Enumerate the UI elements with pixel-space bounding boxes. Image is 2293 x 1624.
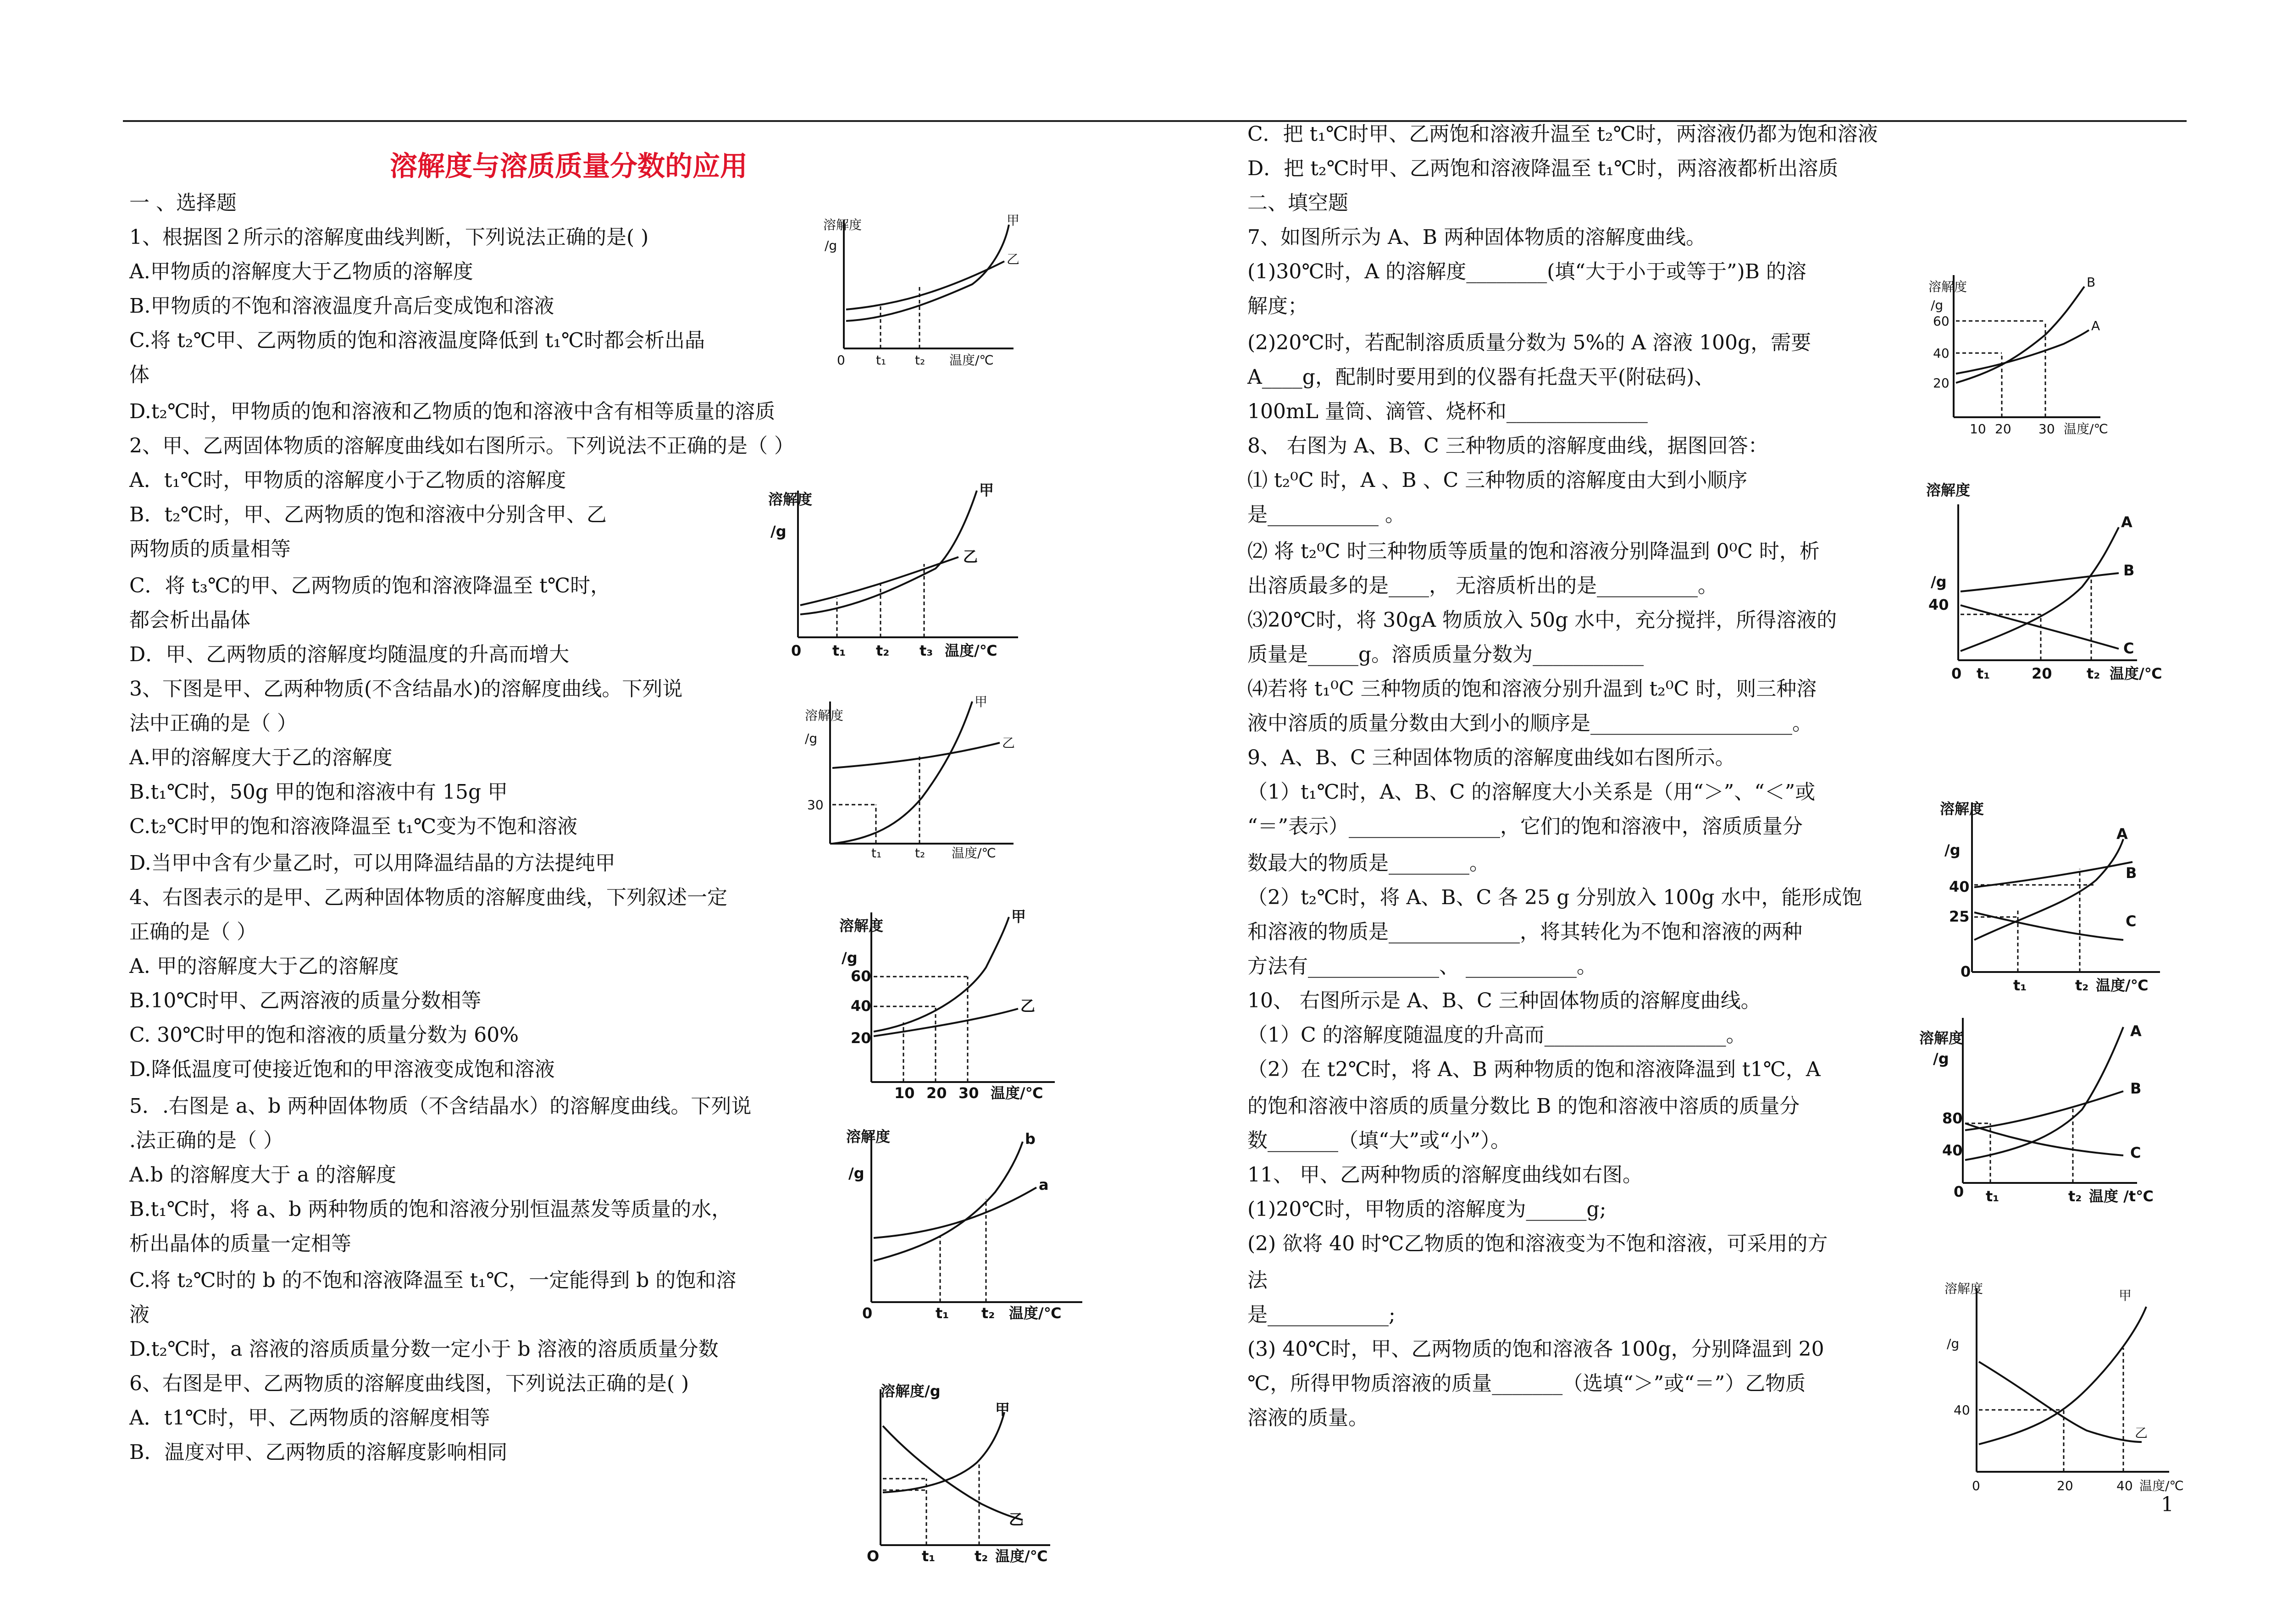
fig8-series-B: B [2123,562,2135,579]
page-number: 1 [2161,1493,2174,1516]
fig7-ylabel: 溶解度 [1928,279,1967,294]
left-line: 正确的是（ ） [129,920,257,944]
fig4-x-30: 30 [958,1084,979,1102]
fig7-series-A: A [2091,318,2100,333]
fig2-origin: 0 [791,642,802,659]
fig6-t1: t₁ [922,1547,936,1565]
fig8-series-C: C [2123,640,2134,657]
right-line: 8、 右图为 A、B、C 三种物质的溶解度曲线，据图回答： [1247,434,1768,458]
left-line: B.t₁℃时，将 a、b 两种物质的饱和溶液分别恒温蒸发等质量的水， [129,1198,732,1221]
fig11-series-yi: 乙 [2135,1425,2148,1441]
fig6-xlabel: 温度/℃ [995,1547,1048,1565]
fig1-t2: t₂ [915,353,925,368]
left-line: C．将 t₃℃的甲、乙两物质的饱和溶液降温至 t℃时， [129,574,611,597]
fig3-yunit: /g [805,731,818,746]
fig2-t2: t₂ [876,642,890,659]
left-line: B.甲物质的不饱和溶液温度升高后变成饱和溶液 [129,294,554,318]
fig11-series-jia: 甲 [2119,1288,2132,1303]
fig10-ylabel: 溶解度 [1919,1029,1964,1047]
fig1-series-yi: 乙 [1007,252,1020,267]
right-line: 11、 甲、乙两种物质的溶解度曲线如右图。 [1247,1163,1643,1187]
fig2-xlabel: 温度/℃ [945,642,997,659]
fig6-t2: t₂ [975,1547,988,1565]
fig11-x-20: 20 [2057,1478,2073,1493]
fig4-series-jia: 甲 [1011,908,1026,925]
fig11-tick-40: 40 [1954,1403,1970,1418]
right-line: ⑵ 将 t₂⁰C 时三种物质等质量的饱和溶液分别降温到 0⁰C 时，析 [1247,540,1820,563]
right-line: 溶液的质量。 [1247,1406,1368,1430]
right-line: (1)20℃时，甲物质的溶解度为______g; [1247,1198,1606,1221]
fig4-yunit: /g [842,949,858,967]
fig4-tick-60: 60 [851,967,871,985]
fig3-tick-30: 30 [807,797,824,812]
fig4-x-20: 20 [926,1084,947,1102]
fig5-series-a: a [1039,1176,1049,1193]
fig5-yunit: /g [848,1165,864,1182]
right-line: 是____________; [1247,1303,1396,1326]
left-line: A.甲物质的溶解度大于乙物质的溶解度 [129,260,473,283]
fig9-series-A: A [2116,825,2128,843]
left-line: D.t₂℃时，甲物质的饱和溶液和乙物质的饱和溶液中含有相等质量的溶质 [129,400,775,423]
fig4-tick-20: 20 [851,1029,871,1047]
left-line: 两物质的质量相等 [129,537,291,561]
fig9-xlabel: 温度/℃ [2096,977,2149,994]
right-line: 二、填空题 [1247,191,1348,215]
fig3-t2: t₂ [915,845,925,861]
right-line: 解度； [1247,294,1308,318]
left-line: 液 [129,1303,150,1326]
fig4-x-10: 10 [894,1084,915,1102]
fig5-t2: t₂ [981,1304,995,1322]
figure-q2 [761,481,1036,667]
fig2-yunit: /g [770,523,786,540]
fig10-series-B: B [2130,1080,2142,1097]
left-line: A.b 的溶解度大于 a 的溶解度 [129,1163,397,1187]
left-line: D.当甲中含有少量乙时，可以用降温结晶的方法提纯甲 [129,851,615,875]
fig2-t3: t₃ [919,642,933,659]
right-line: 10、 右图所示是 A、B、C 三种固体物质的溶解度曲线。 [1247,989,1761,1012]
fig8-tick-40: 40 [1928,596,1949,613]
right-line: 质量是_____g。溶质质量分数为___________ [1247,643,1644,666]
fig6-ylabel: 溶解度/g [881,1382,941,1400]
right-line: (2)20℃时，若配制溶质质量分数为 5%的 A 溶液 100g，需要 [1247,331,1811,354]
right-line: 的饱和溶液中溶质的质量分数比 B 的饱和溶液中溶质的质量分 [1247,1094,1800,1118]
left-line: C.t₂℃时甲的饱和溶液降温至 t₁℃变为不饱和溶液 [129,815,578,838]
right-line: 100mL 量筒、滴管、烧杯和______________ [1247,400,1648,423]
figure-q11 [1940,1279,2188,1497]
right-line: ⑷若将 t₁⁰C 三种物质的饱和溶液分别升温到 t₂⁰C 时，则三种溶 [1247,677,1817,701]
figure-q7 [1926,266,2155,451]
figure-q3 [798,692,1027,868]
left-line: B．t₂℃时，甲、乙两物质的饱和溶液中分别含甲、乙 [129,503,607,526]
left-line: 3、下图是甲、乙两种物质(不含结晶水)的溶解度曲线。下列说 [129,677,683,701]
fig8-yunit: /g [1931,573,1947,591]
right-line: D．把 t₂℃时甲、乙两饱和溶液降温至 t₁℃时，两溶液都析出溶质 [1247,157,1839,180]
fig3-ylabel: 溶解度 [805,708,844,723]
figure-q1 [821,211,1023,378]
fig9-series-C: C [2126,912,2137,930]
fig10-xlabel: 温度 /t℃ [2089,1188,2154,1205]
right-line: A____g，配制时要用到的仪器有托盘天平(附砝码)、 [1247,365,1715,389]
fig9-tick-40: 40 [1949,878,1970,895]
left-line: A．t1℃时，甲、乙两物质的溶解度相等 [129,1406,490,1430]
left-line: 2、甲、乙两固体物质的溶解度曲线如右图所示。下列说法不正确的是（ ） [129,434,794,458]
fig7-series-B: B [2087,275,2096,290]
left-line: C. 30℃时甲的饱和溶液的质量分数为 60% [129,1023,519,1047]
fig5-t1: t₁ [936,1304,949,1322]
right-line: （2）t₂℃时，将 A、B、C 各 25 g 分别放入 100g 水中，能形成饱 [1247,886,1862,909]
figure-q5 [844,1123,1101,1327]
fig7-yunit: /g [1931,298,1944,313]
fig8-ylabel: 溶解度 [1926,481,1971,499]
right-line: C．把 t₁℃时甲、乙两饱和溶液升温至 t₂℃时，两溶液仍都为饱和溶液 [1247,122,1878,146]
fig9-t2: t₂ [2075,977,2089,994]
fig8-xlabel: 温度/℃ [2110,665,2162,682]
left-line: 5．.右图是 a、b 两种固体物质（不含结晶水）的溶解度曲线。下列说 [129,1094,752,1118]
fig1-yunit: /g [825,238,837,253]
fig11-origin: 0 [1972,1478,1980,1493]
right-line: 出溶质最多的是____， 无溶质析出的是__________。 [1247,574,1718,597]
fig3-series-yi: 乙 [1002,735,1015,751]
fig7-x-30: 30 [2038,421,2055,436]
right-line: “＝”表示）_______________，它们的饱和溶液中，溶质质量分 [1247,815,1803,838]
fig10-series-A: A [2130,1022,2142,1040]
left-line: A.甲的溶解度大于乙的溶解度 [129,746,393,769]
fig10-tick-80: 80 [1942,1110,1963,1127]
left-line: 4、右图表示的是甲、乙两种固体物质的溶解度曲线，下列叙述一定 [129,886,727,909]
left-line: .法正确的是（ ） [129,1129,283,1152]
left-line: A．t₁℃时，甲物质的溶解度小于乙物质的溶解度 [129,469,566,492]
fig9-tick-25: 25 [1949,908,1970,925]
fig11-x-40: 40 [2116,1478,2133,1493]
fig8-t2: t₂ [2087,665,2100,682]
right-line: （1）C 的溶解度随温度的升高而__________________。 [1247,1023,1746,1047]
right-line: 数最大的物质是________。 [1247,851,1490,875]
fig6-origin: O [867,1547,880,1565]
fig5-origin: 0 [862,1304,873,1322]
left-line: B.10℃时甲、乙两溶液的质量分数相等 [129,989,482,1012]
fig4-tick-40: 40 [851,997,871,1015]
fig3-xlabel: 温度/℃ [952,845,996,861]
fig3-t1: t₁ [871,845,882,861]
fig10-series-C: C [2130,1144,2141,1161]
figure-q8 [1917,477,2174,690]
fig9-origin: 0 [1961,963,1971,980]
right-line: 液中溶质的质量分数由大到小的顺序是____________________。 [1247,712,1812,735]
fig5-series-b: b [1025,1130,1036,1148]
fig3-series-jia: 甲 [975,694,988,709]
fig7-x-10: 10 [1970,421,1986,436]
fig2-t1: t₁ [832,642,846,659]
fig1-series-jia: 甲 [1007,213,1020,228]
right-line: 数_______（填“大”或“小”）。 [1247,1129,1511,1152]
page-title: 溶解度与溶质质量分数的应用 [390,150,748,182]
fig5-ylabel: 溶解度 [846,1128,891,1145]
left-line: B．温度对甲、乙两物质的溶解度影响相同 [129,1441,508,1464]
fig8-t1: t₁ [1977,665,1990,682]
right-line: 方法有_____________、 ___________。 [1247,955,1597,978]
fig9-t1: t₁ [2013,977,2027,994]
left-line: 一 、选择题 [129,191,237,215]
fig4-series-yi: 乙 [1020,997,1036,1015]
right-line: ⑶20℃时，将 30gA 物质放入 50g 水中，充分搅拌，所得溶液的 [1247,608,1837,632]
fig10-yunit: /g [1933,1050,1949,1067]
fig8-origin: 0 [1951,665,1962,682]
fig7-tick-40: 40 [1933,346,1950,361]
fig1-xlabel: 温度/℃ [949,353,994,368]
right-line: (1)30℃时，A 的溶解度________(填“大于小于或等于”)B 的溶 [1247,260,1806,283]
left-line: A. 甲的溶解度大于乙的溶解度 [129,955,399,978]
fig7-xlabel: 温度/℃ [2064,421,2108,436]
right-line: ⑴ t₂⁰C 时，A 、B 、C 三种物质的溶解度由大到小顺序 [1247,469,1748,492]
fig9-series-B: B [2126,864,2137,882]
right-line: 7、如图所示为 A、B 两种固体物质的溶解度曲线。 [1247,226,1706,249]
fig10-t2: t₂ [2068,1188,2082,1205]
fig9-ylabel: 溶解度 [1940,800,1984,818]
fig11-ylabel: 溶解度 [1944,1281,1983,1296]
fig10-t1: t₁ [1986,1188,1999,1205]
left-line: 1、根据图２所示的溶解度曲线判断，下列说法正确的是( ) [129,226,649,249]
right-line: 法 [1247,1269,1268,1292]
figure-q4 [835,903,1064,1107]
fig4-xlabel: 温度/℃ [991,1084,1043,1102]
fig7-tick-20: 20 [1933,376,1950,391]
figure-q10 [1917,1009,2174,1212]
right-line: 是___________ 。 [1247,503,1405,526]
left-line: D．甲、乙两物质的溶解度均随温度的升高而增大 [129,643,570,666]
fig4-ylabel: 溶解度 [839,917,884,934]
left-line: 6、右图是甲、乙两物质的溶解度曲线图，下列说法正确的是( ) [129,1372,689,1395]
fig7-tick-60: 60 [1933,314,1950,329]
fig10-origin: 0 [1954,1183,1964,1200]
left-line: C.将 t₂℃甲、乙两物质的饱和溶液温度降低到 t₁℃时都会析出晶 [129,329,705,352]
left-line: D.t₂℃时，a 溶液的溶质质量分数一定小于 b 溶液的溶质质量分数 [129,1337,719,1361]
fig5-xlabel: 温度/℃ [1009,1304,1062,1322]
fig9-yunit: /g [1944,841,1961,859]
fig1-ylabel: 溶解度 [823,217,862,232]
figure-q9 [1940,789,2188,1001]
fig2-ylabel: 溶解度 [768,491,813,508]
fig8-x-20: 20 [2032,665,2052,682]
fig8-series-A: A [2121,514,2132,531]
figure-q6 [858,1380,1096,1574]
fig11-xlabel: 温度/℃ [2139,1478,2184,1493]
left-line: B.t₁℃时，50g 甲的饱和溶液中有 15g 甲 [129,780,508,804]
left-line: C.将 t₂℃时的 b 的不饱和溶液降温至 t₁℃，一定能得到 b 的饱和溶 [129,1269,737,1292]
fig10-tick-40: 40 [1942,1142,1963,1159]
left-line: 体 [129,363,150,387]
fig7-x-20: 20 [1995,421,2011,436]
right-line: 9、A、B、C 三种固体物质的溶解度曲线如右图所示。 [1247,746,1735,769]
fig2-series-yi: 乙 [963,548,978,565]
fig1-origin: 0 [837,353,845,368]
right-line: （2）在 t2℃时，将 A、B 两种物质的饱和溶液降温到 t1℃，A [1247,1058,1821,1081]
right-line: （1）t₁℃时，A、B、C 的溶解度大小关系是（用“＞”、“＜”或 [1247,780,1816,804]
fig6-series-jia: 甲 [995,1401,1010,1418]
fig11-yunit: /g [1947,1336,1960,1351]
left-line: 法中正确的是（ ） [129,712,297,735]
right-line: 和溶液的物质是_____________，将其转化为不饱和溶液的两种 [1247,920,1802,944]
left-line: D.降低温度可使接近饱和的甲溶液变成饱和溶液 [129,1058,555,1081]
left-line: 都会析出晶体 [129,608,250,632]
left-line: 析出晶体的质量一定相等 [129,1232,351,1255]
fig1-t1: t₁ [876,353,886,368]
fig2-series-jia: 甲 [979,481,994,499]
fig6-series-yi: 乙 [1009,1511,1024,1528]
right-line: ℃，所得甲物质溶液的质量_______（选填“＞”或“＝”）乙物质 [1247,1372,1806,1395]
right-line: (3) 40℃时，甲、乙两物质的饱和溶液各 100g，分别降温到 20 [1247,1337,1824,1361]
right-line: (2) 欲将 40 时℃乙物质的饱和溶液变为不饱和溶液，可采用的方 [1247,1232,1828,1255]
